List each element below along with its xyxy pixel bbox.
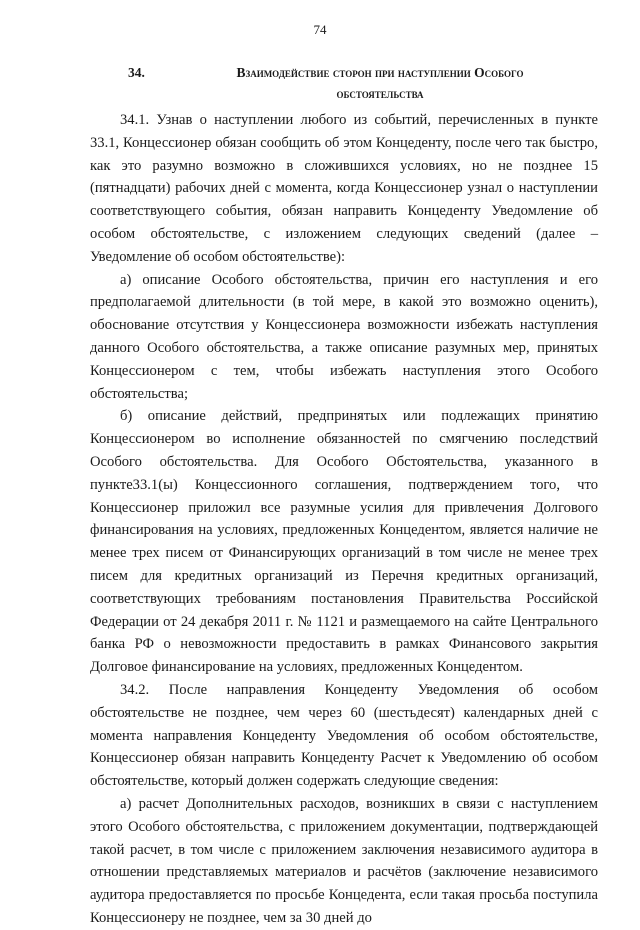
paragraph-item-b: б) описание действий, предпринятых или подлежащих принятию Концессионером во исполнение обязанностей по смягчению последствий Особого обстоятельства. Для Особого Обстоятельства, указанного в пункте33.1(ы) Концессионного соглашения, подтверждением того, что Концессионер приложил все разумные усилия для привлечения Долгового финансирования на условиях, предложенных Концедентом, является наличие не менее трех писем от Финансирующих организаций в том числе не менее трех писем для кредитных организаций из Перечня кредитных организаций, соответствующих требованиям постановления Правительства Российской Федерации от 24 декабря 2011 г. № 1121 и размещаемого на сайте Центрального банка РФ о невозможности предоставить в рамках Финансового закрытия Долговое финансирование на условиях, предложенных Концедентом. <box>90 408 598 676</box>
paragraph-34-2: 34.2. После направления Концеденту Уведомления об особом обстоятельстве не позднее, чем через 60 (шестьдесят) календарных дней с момента направления Концеденту Уведомления об особом обстоятельстве, Концессионер обязан направить Концеденту Расчет к Уведомлению об особом обстоятельстве, который должен содержать следующие сведения: <box>90 681 598 790</box>
document-body <box>90 109 598 930</box>
paragraph-34-2-item-a: а) расчет Дополнительных расходов, возникших в связи с наступлением этого Особого обстоятельства, с приложением документации, подтверждающей такой расчет, в том числе с приложением заключения независимого аудитора в отношении представляемых материалов и расчётов (заключение независимого аудитора предоставляется по просьбе Концедента, если такая просьба поступила Концессионеру не позднее, чем за 30 дней до <box>90 795 598 926</box>
paragraph-34-1: 34.1. Узнав о наступлении любого из событий, перечисленных в пункте 33.1, Концессионер обязан сообщить об этом Концеденту, после чего так быстро, как это разумно возможно в сложившихся условиях, но не позднее 15 (пятнадцати) рабочих дней с момента, когда Концессионер узнал о наступлении соответствующего события, обязан направить Концеденту Уведомление об особом обстоятельстве, с изложением следующих сведений (далее – Уведомление об особом обстоятельстве): <box>90 112 598 265</box>
section-title: Взаимодействие сторон при наступлении Особого обстоятельства <box>236 65 524 101</box>
section-number: 34. <box>128 65 145 80</box>
page-number: 74 <box>313 22 327 37</box>
paragraph-item-a: а) описание Особого обстоятельства, причин его наступления и его предполагаемой длительности (в той мере, в какой это возможно оценить), обоснование отсутствия у Концессионера возможности избежать наступления данного Особого обстоятельства, а также описание разумных мер, принятых Концессионером с тем, чтобы избежать наступления этого Особого обстоятельства; <box>90 271 598 402</box>
